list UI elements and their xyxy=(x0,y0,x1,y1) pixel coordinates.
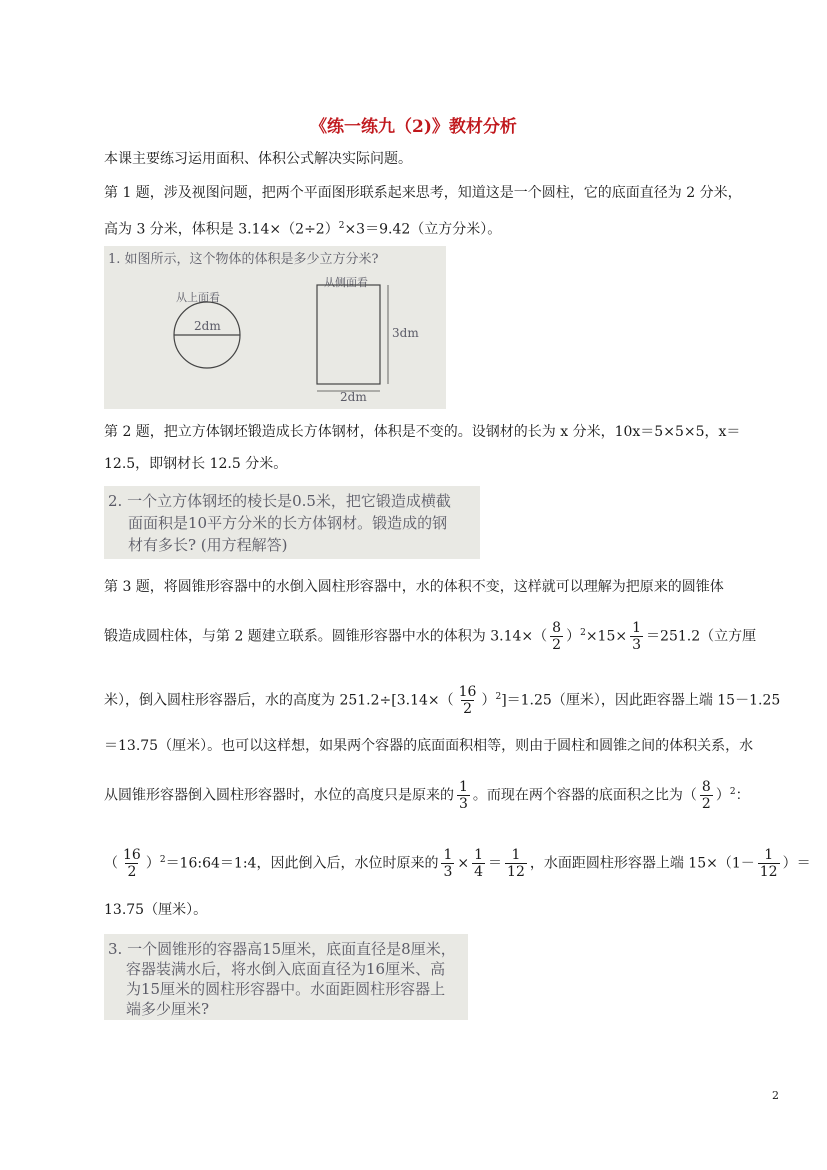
q2-figure-line-3: 材有多长? (用方程解答) xyxy=(128,536,288,554)
width-label: 2dm xyxy=(340,390,367,404)
q1-line-2: 高为 3 分米，体积是 $3.14\times(2\div 2)^2\times 3=9.42$（立方分米）。 xyxy=(104,221,502,238)
q3-line-6: （ $\frac{16}{2}$ ）$^2$＝16:64＝1:4，因此倒入后，水位时原来的 $\frac{1}{3}$ × $\frac{1}{4}$ ＝ $\frac{1}{12}$ ，水面距圆柱形容器上端 15×（1－ $\frac{1}{12}$ ）＝ xyxy=(104,847,811,880)
top-view-label: 从上面看 xyxy=(176,291,220,304)
fraction-1-12: $\frac{1}{12}$ xyxy=(759,847,778,880)
fraction-16-2: $\frac{16}{2}$ xyxy=(123,847,141,880)
fraction-1-3: $\frac{1}{3}$ xyxy=(443,847,453,880)
height-label: 3dm xyxy=(392,326,419,340)
q3-line-1: 第 3 题，将圆锥形容器中的水倒入圆柱形容器中，水的体积不变，这样就可以理解为把原来的圆锥体 xyxy=(104,579,724,595)
page-title: 《练一练九（2)》教材分析 xyxy=(310,117,517,137)
q3-figure-line-3: 为15厘米的圆柱形容器中。水面距圆柱形容器上 xyxy=(126,980,446,998)
side-view-rect xyxy=(317,285,380,384)
q3-figure-line-1: 3. 一个圆锥形的容器高15厘米，底面直径是8厘米， xyxy=(108,940,456,958)
intro-paragraph: 本课主要练习运用面积、体积公式解决实际问题。 xyxy=(104,151,412,167)
fraction-1-12: $\frac{1}{12}$ xyxy=(507,847,525,880)
side-view-label: 从侧面看 xyxy=(324,276,368,289)
q1-line-1: 第 1 题，涉及视图问题，把两个平面图形联系起来思考，知道这是一个圆柱，它的底面直径为 2 分米， xyxy=(104,185,742,201)
fraction-8-2: $\frac{8}{2}$ xyxy=(552,620,562,653)
q2-figure xyxy=(104,486,480,559)
page-number: 2 xyxy=(772,1089,779,1102)
fraction-1-4: $\frac{1}{4}$ xyxy=(474,847,484,880)
q3-line-5: 从圆锥形容器倒入圆柱形容器时，水位的高度只是原来的 $\frac{1}{3}$ 。而现在两个容器的底面积之比为（ $\frac{8}{2}$ ）$^2$： xyxy=(104,779,750,812)
q3-line-2: 锻造成圆柱体，与第 2 题建立联系。圆锥形容器中水的体积为 3.14×（ $\frac{8}{2}$ ）$^2$×15× $\frac{1}{3}$ ＝251.2（立方厘 xyxy=(104,620,757,653)
q2-line-2: 12.5，即钢材长 12.5 分米。 xyxy=(104,456,288,472)
fraction-1-3: $\frac{1}{3}$ xyxy=(632,620,642,653)
q3-figure-line-2: 容器装满水后，将水倒入底面直径为16厘米、高 xyxy=(126,960,446,978)
q1-figure xyxy=(104,246,446,409)
fraction-8-2: $\frac{8}{2}$ xyxy=(701,779,711,812)
fraction-16-2: $\frac{16}{2}$ xyxy=(458,684,477,717)
fraction-1-3: $\frac{1}{3}$ xyxy=(459,779,468,812)
q3-line-4: ＝13.75（厘米）。也可以这样想，如果两个容器的底面面积相等，则由于圆柱和圆锥之间的体积关系，水 xyxy=(104,738,754,754)
q3-line-7: 13.75（厘米）。 xyxy=(104,902,208,918)
q3-figure-line-4: 端多少厘米? xyxy=(126,1000,210,1018)
q2-figure-line-2: 面面积是10平方分米的长方体钢材。锻造成的钢 xyxy=(128,514,448,532)
q2-figure-line-1: 2. 一个立方体钢坯的棱长是0.5米，把它锻造成横截 xyxy=(108,492,451,510)
q2-line-1: 第 2 题，把立方体钢坯锻造成长方体钢材，体积是不变的。设钢材的长为 x 分米，10x＝5×5×5，x＝ xyxy=(104,424,741,440)
circle-label: 2dm xyxy=(194,319,221,333)
q1-figure-question: 1. 如图所示，这个物体的体积是多少立方分米? xyxy=(108,252,379,267)
q3-line-3: 米），倒入圆柱形容器后，水的高度为 251.2÷[3.14×（ $\frac{16}{2}$ ）$^2$]＝1.25（厘米），因此距容器上端 15－1.25 xyxy=(104,684,781,717)
q3-figure xyxy=(104,934,468,1020)
